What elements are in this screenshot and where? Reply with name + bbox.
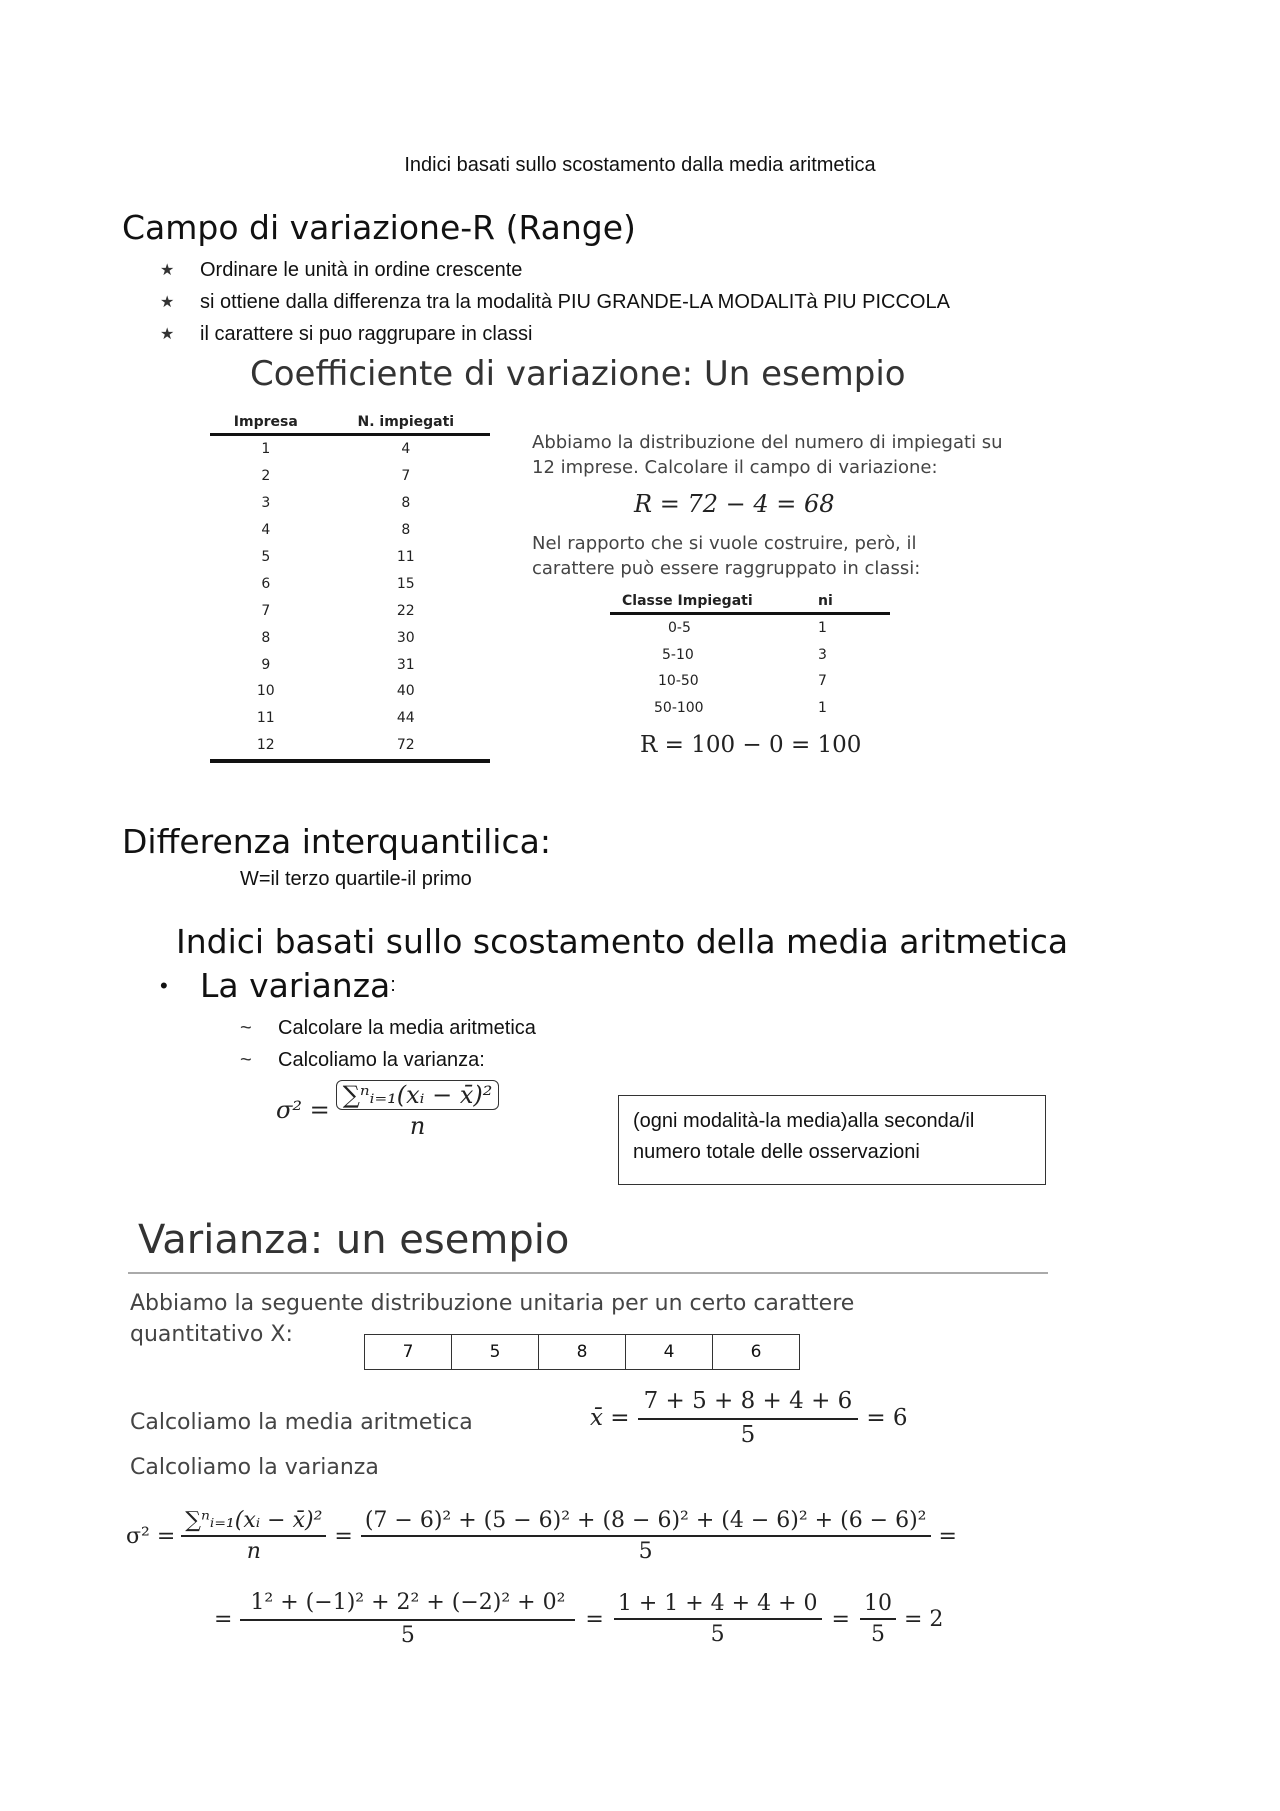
table-row: 4 8: [261, 522, 411, 539]
table-row: 5-10 3: [662, 646, 827, 663]
iqr-text: W=il terzo quartile-il primo: [240, 868, 472, 890]
table-row: 50-100 1: [654, 699, 827, 716]
table-header: Classe Impiegati: [610, 591, 818, 614]
slide1-text1: Abbiamo la distribuzione del numero di impiegati su 12 imprese. Calcolare il campo di variazione:: [532, 432, 1003, 478]
variance-steps: [240, 1012, 536, 1076]
list-item: ★ si ottiene dalla differenza tra la modalità PIU GRANDE-LA MODALITà PIU PICCOLA: [160, 290, 950, 313]
variance-calc-line2: = $\frac{\text{1² + (−1)² + 2² + (−2)² + 0²}}{5}$ = $\frac{1 + 1 + 4 + 4 + 0}{5}$ = $\frac{10}{5}$ = 2: [214, 1590, 944, 1648]
slide1-formula1: R = 72 − 4 = 68: [634, 490, 835, 518]
variance-label: Calcoliamo la varianza: [130, 1455, 379, 1480]
tilde-bullet-icon: ~: [240, 1048, 252, 1071]
star-bullet-icon: ★: [160, 326, 175, 343]
distribution-table: [364, 1334, 800, 1370]
table-row: 6 15: [261, 575, 415, 592]
table-row: 0-5 1: [668, 620, 827, 637]
table-row: 3 8: [261, 495, 411, 512]
table-row: 7 5 8 4 6: [365, 1335, 800, 1370]
slide1-title: Coefficiente di variazione: Un esempio: [250, 354, 906, 394]
table-row: 5 11: [261, 549, 415, 565]
list-item: ★ Ordinare le unità in ordine crescente: [160, 258, 523, 281]
slide1-formula2: R = 100 − 0 = 100: [640, 732, 862, 758]
table-header: N. impiegati: [322, 412, 490, 435]
variance-calc-line1: σ² = $\frac{\text{∑ⁿᵢ₌₁(xᵢ − x̄)²}}{n}$ = $\frac{\text{(7 − 6)² + (5 − 6)² + (8 − 6)² + (4 − 6)² + (6 − 6)²}}{5}$ =: [126, 1508, 957, 1564]
variance-formula: σ² = $\frac{\text{∑ⁿᵢ₌₁(xᵢ − x̄)²}}{n}$: [276, 1080, 499, 1140]
variance-heading: Indici basati sullo scostamento della media aritmetica: [176, 922, 1069, 961]
impiegati-table: [210, 412, 490, 763]
classi-table-wrap: [610, 591, 890, 721]
variance-note-box: (ogni modalità-la media)alla seconda/il numero totale delle osservazioni: [618, 1095, 1046, 1185]
page-header-title: Indici basati sullo scostamento dalla media aritmetica: [404, 154, 876, 176]
tilde-bullet-icon: ~: [240, 1016, 252, 1039]
distribution-table-wrap: [364, 1334, 800, 1370]
slide2-title: Varianza: un esempio: [138, 1217, 570, 1263]
table-row: 11 44: [256, 710, 415, 727]
table-row: 7 22: [261, 602, 415, 619]
divider: [128, 1272, 1048, 1274]
table-header: Impresa: [210, 412, 322, 435]
star-bullet-icon: ★: [160, 262, 175, 279]
slide2-intro: Abbiamo la seguente distribuzione unitaria per un certo carattere quantitativo X:: [130, 1291, 855, 1347]
variance-bullet: • La varianza :: [160, 966, 396, 1005]
table-row: 12 72: [210, 732, 490, 761]
slide1-text2: Nel rapporto che si vuole costruire, però, il carattere può essere raggruppato in classi:: [532, 533, 921, 579]
table-row: 8 30: [261, 629, 415, 646]
table-header: ni: [818, 591, 890, 614]
list-item: ★ il carattere si puo raggrupare in classi: [160, 322, 533, 345]
list-item: ~ Calcolare la media aritmetica: [240, 1016, 536, 1039]
star-bullet-icon: ★: [160, 294, 175, 311]
table-row: 1 4: [261, 441, 411, 458]
dot-bullet-icon: •: [160, 972, 168, 998]
mean-label: Calcoliamo la media aritmetica: [130, 1410, 473, 1435]
range-heading: Campo di variazione-R (Range): [122, 208, 636, 247]
mean-formula: x̄ = $\frac{7 + 5 + 8 + 4 + 6}{5}$ = 6: [590, 1388, 908, 1448]
classi-table: [610, 591, 890, 721]
table-row: 10-50 7: [658, 673, 827, 690]
range-bullet-list: [160, 254, 950, 350]
table-row: 10 40: [256, 683, 415, 700]
table-row: 9 31: [261, 656, 415, 673]
table-row: 2 7: [261, 468, 411, 485]
list-item: ~ Calcoliamo la varianza:: [240, 1048, 485, 1071]
iqr-heading: Differenza interquantilica:: [122, 822, 551, 861]
impiegati-table-wrap: [210, 412, 490, 763]
